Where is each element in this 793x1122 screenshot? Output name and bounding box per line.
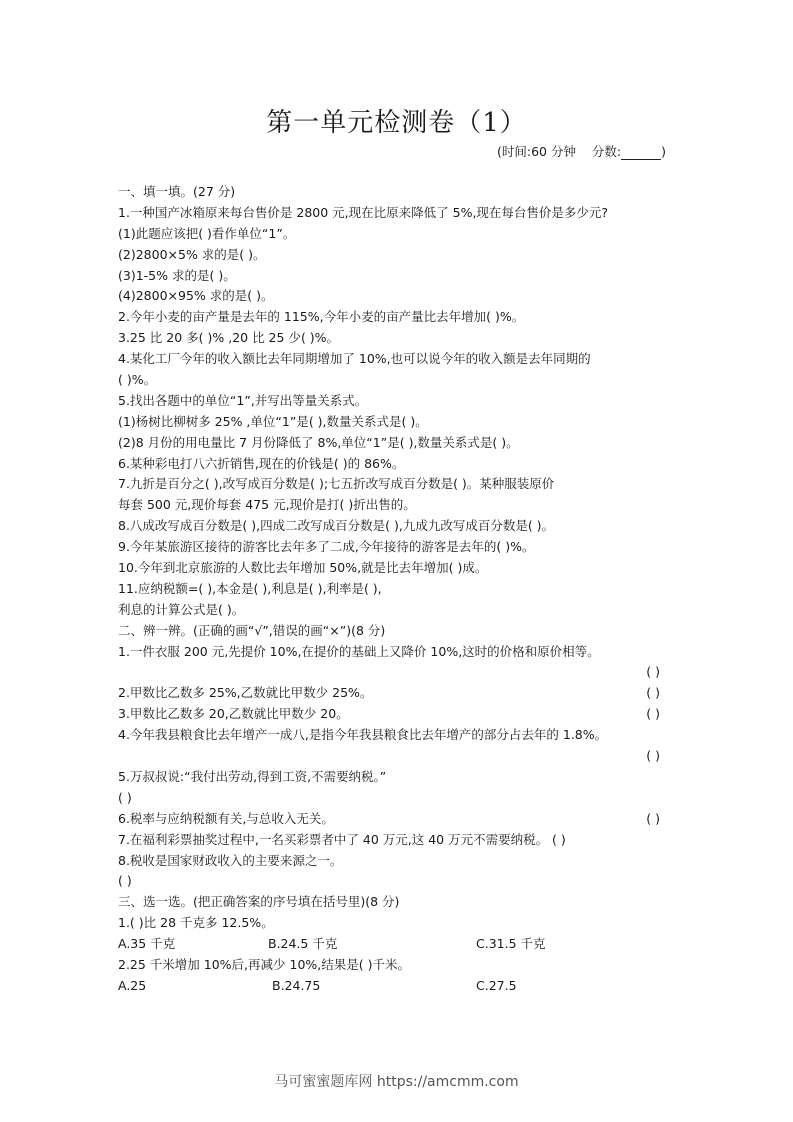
question-line: 利息的计算公式是( )。 (118, 601, 245, 617)
question-line: 4.某化工厂今年的收入额比去年同期增加了 10%,也可以说今年的收入额是去年同期的 (118, 351, 591, 367)
exam-meta (497, 142, 666, 160)
answer-bracket: ( ) (646, 810, 660, 826)
question-line: 9.今年某旅游区接待的游客比去年多了二成,今年接待的游客是去年的( )%。 (118, 539, 535, 555)
choice-b: B.24.5 千克 (268, 936, 338, 952)
question-line: 7.九折是百分之( ),改写成百分数是( );七五折改写成百分数是( )。某种服装原价 (118, 476, 555, 492)
question-line: (2)2800×5% 求的是( )。 (118, 246, 266, 262)
choice-a: A.25 (118, 977, 147, 993)
question-line: 5.万叔叔说:“我付出劳动,得到工资,不需要纳税。” (118, 768, 387, 784)
question-line: 8.八成改写成百分数是( ),四成二改写成百分数是( ),九成九改写成百分数是( )。 (118, 518, 555, 534)
meta-close: ) (661, 144, 666, 159)
question-line: 6.税率与应纳税额有关,与总收入无关。 ( ) (118, 809, 688, 830)
time-label: (时间:60 分钟 (497, 144, 576, 159)
question-line: 2.25 千米增加 10%后,再减少 10%,结果是( )千米。 (118, 956, 410, 972)
section-heading-2: 二、辨一辨。(正确的画“√”,错误的画“×”)(8 分) (118, 622, 386, 638)
section-heading-3: 三、选一选。(把正确答案的序号填在括号里)(8 分) (118, 894, 400, 910)
question-body (118, 182, 688, 997)
answer-line (118, 746, 688, 767)
choice-c: C.31.5 千克 (476, 936, 546, 952)
section-heading-1: 一、填一填。(27 分) (118, 184, 236, 199)
question-line: 7.在福利彩票抽奖过程中,一名买彩票者中了 40 万元,这 40 万元不需要纳税。 ( ) (118, 831, 566, 847)
answer-line (118, 662, 688, 683)
question-line: (1)此题应该把( )看作单位“1”。 (118, 225, 296, 241)
question-line: 10.今年到北京旅游的人数比去年增加 50%,就是比去年增加( )成。 (118, 560, 488, 576)
answer-line: ( ) (118, 873, 132, 889)
question-line: 5.找出各题中的单位“1”,并写出等量关系式。 (118, 392, 368, 408)
question-line: ( )%。 (118, 372, 157, 388)
choice-c: C.27.5 (476, 977, 517, 993)
question-line: (3)1-5% 求的是( )。 (118, 267, 236, 283)
question-line: 3.甲数比乙数多 20,乙数就比甲数少 20。 ( ) (118, 704, 688, 725)
answer-bracket: ( ) (646, 685, 660, 701)
question-line: (1)杨树比柳树多 25% ,单位“1”是( ),数量关系式是( )。 (118, 413, 428, 429)
question-line: (4)2800×95% 求的是( )。 (118, 288, 274, 304)
answer-line: ( ) (118, 789, 132, 805)
question-line: 1.( )比 28 千克多 12.5%。 (118, 915, 274, 931)
choice-row (118, 976, 688, 997)
score-blank (621, 147, 661, 160)
question-line: 1.一种国产冰箱原来每台售价是 2800 元,现在比原来降低了 5%,现在每台售价是多少元? (118, 204, 609, 220)
page-title: 第一单元检测卷（1） (266, 108, 527, 138)
question-line: 4.今年我县粮食比去年增产一成八,是指今年我县粮食比去年增产的部分占去年的 1.8%。 (118, 727, 608, 743)
question-line: (2)8 月份的用电量比 7 月份降低了 8%,单位“1”是( ),数量关系式是( )。 (118, 434, 519, 450)
question-line: 6.某种彩电打八六折销售,现在的价钱是( )的 86%。 (118, 455, 405, 471)
question-line: 每套 500 元,现价每套 475 元,现价是打( )折出售的。 (118, 497, 416, 513)
score-label: 分数: (591, 144, 622, 159)
question-line: 8.税收是国家财政收入的主要来源之一。 (118, 852, 343, 868)
question-line: 1.一件衣服 200 元,先提价 10%,在提价的基础上又降价 10%,这时的价格和原价相等。 (118, 643, 600, 659)
choice-row (118, 934, 688, 955)
footer-watermark: 马可蜜蜜题库网 https://amcmm.com (274, 1074, 519, 1090)
answer-bracket: ( ) (646, 664, 660, 680)
answer-bracket: ( ) (646, 748, 660, 764)
choice-a: A.35 千克 (118, 936, 176, 952)
question-line: 11.应纳税额=( ),本金是( ),利息是( ),利率是( ), (118, 580, 382, 596)
question-line: 3.25 比 20 多( )% ,20 比 25 少( )%。 (118, 330, 340, 346)
question-line: 2.甲数比乙数多 25%,乙数就比甲数少 25%。 ( ) (118, 683, 688, 704)
answer-bracket: ( ) (646, 706, 660, 722)
question-line: 2.今年小麦的亩产量是去年的 115%,今年小麦的亩产量比去年增加( )%。 (118, 309, 525, 325)
choice-b: B.24.75 (272, 977, 321, 993)
